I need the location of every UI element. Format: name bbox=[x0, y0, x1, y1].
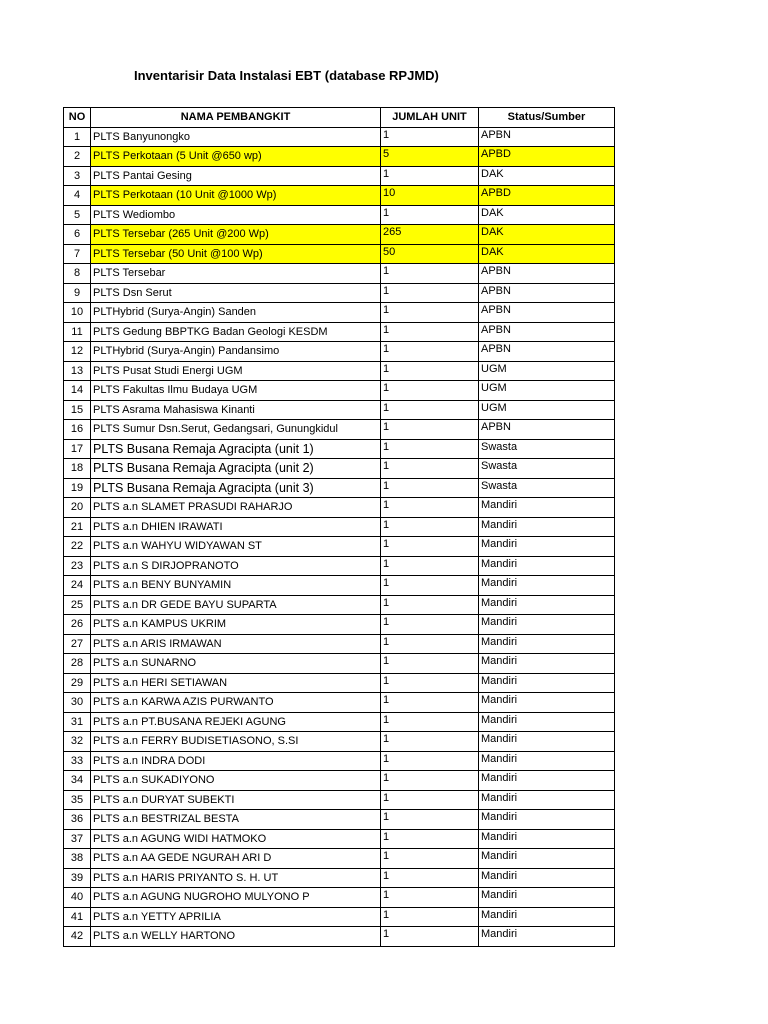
cell-status: Mandiri bbox=[479, 654, 615, 674]
cell-status: Mandiri bbox=[479, 888, 615, 908]
cell-name: PLTS Fakultas Ilmu Budaya UGM bbox=[91, 381, 381, 401]
cell-name: PLTS a.n WAHYU WIDYAWAN ST bbox=[91, 537, 381, 557]
table-row bbox=[64, 264, 615, 284]
cell-unit: 1 bbox=[381, 693, 479, 713]
cell-status: APBN bbox=[479, 420, 615, 440]
table-row bbox=[64, 225, 615, 245]
cell-status: DAK bbox=[479, 244, 615, 264]
table-header-row bbox=[64, 108, 615, 128]
cell-unit: 1 bbox=[381, 381, 479, 401]
cell-name: PLTS Sumur Dsn.Serut, Gedangsari, Gunungkidul bbox=[91, 420, 381, 440]
table-row bbox=[64, 420, 615, 440]
cell-status: Mandiri bbox=[479, 868, 615, 888]
cell-name: PLTS a.n WELLY HARTONO bbox=[91, 927, 381, 947]
cell-unit: 1 bbox=[381, 595, 479, 615]
cell-name: PLTHybrid (Surya-Angin) Sanden bbox=[91, 303, 381, 323]
cell-no: 12 bbox=[64, 342, 91, 362]
cell-status: Mandiri bbox=[479, 810, 615, 830]
cell-status: Mandiri bbox=[479, 829, 615, 849]
cell-no: 31 bbox=[64, 712, 91, 732]
cell-no: 34 bbox=[64, 771, 91, 791]
cell-status: DAK bbox=[479, 205, 615, 225]
cell-name: PLTS Gedung BBPTKG Badan Geologi KESDM bbox=[91, 322, 381, 342]
cell-no: 14 bbox=[64, 381, 91, 401]
column-header-status: Status/Sumber bbox=[479, 108, 615, 128]
cell-name: PLTS Busana Remaja Agracipta (unit 2) bbox=[91, 459, 381, 479]
cell-no: 37 bbox=[64, 829, 91, 849]
cell-no: 25 bbox=[64, 595, 91, 615]
cell-no: 17 bbox=[64, 439, 91, 459]
column-header-no: NO bbox=[64, 108, 91, 128]
table-row bbox=[64, 147, 615, 167]
cell-name: PLTS a.n INDRA DODI bbox=[91, 751, 381, 771]
cell-status: Mandiri bbox=[479, 615, 615, 635]
cell-no: 23 bbox=[64, 556, 91, 576]
cell-status: Mandiri bbox=[479, 576, 615, 596]
cell-no: 21 bbox=[64, 517, 91, 537]
cell-unit: 1 bbox=[381, 673, 479, 693]
cell-status: Mandiri bbox=[479, 927, 615, 947]
cell-status: Swasta bbox=[479, 439, 615, 459]
cell-unit: 1 bbox=[381, 771, 479, 791]
cell-no: 18 bbox=[64, 459, 91, 479]
cell-unit: 1 bbox=[381, 634, 479, 654]
cell-name: PLTS Wediombo bbox=[91, 205, 381, 225]
cell-status: Mandiri bbox=[479, 595, 615, 615]
cell-no: 24 bbox=[64, 576, 91, 596]
cell-unit: 1 bbox=[381, 907, 479, 927]
cell-no: 33 bbox=[64, 751, 91, 771]
cell-unit: 1 bbox=[381, 420, 479, 440]
table-row bbox=[64, 810, 615, 830]
column-header-unit: JUMLAH UNIT bbox=[381, 108, 479, 128]
cell-no: 42 bbox=[64, 927, 91, 947]
table-row bbox=[64, 322, 615, 342]
cell-name: PLTS a.n HERI SETIAWAN bbox=[91, 673, 381, 693]
table-row bbox=[64, 186, 615, 206]
cell-status: Mandiri bbox=[479, 673, 615, 693]
cell-status: APBN bbox=[479, 283, 615, 303]
cell-name: PLTS a.n S DIRJOPRANOTO bbox=[91, 556, 381, 576]
cell-status: Mandiri bbox=[479, 693, 615, 713]
table-row bbox=[64, 381, 615, 401]
table-row bbox=[64, 673, 615, 693]
cell-status: DAK bbox=[479, 166, 615, 186]
cell-no: 41 bbox=[64, 907, 91, 927]
cell-name: PLTS a.n SUNARNO bbox=[91, 654, 381, 674]
cell-status: Mandiri bbox=[479, 751, 615, 771]
cell-status: DAK bbox=[479, 225, 615, 245]
table-row bbox=[64, 634, 615, 654]
cell-no: 6 bbox=[64, 225, 91, 245]
cell-name: PLTS Busana Remaja Agracipta (unit 1) bbox=[91, 439, 381, 459]
cell-unit: 50 bbox=[381, 244, 479, 264]
cell-no: 16 bbox=[64, 420, 91, 440]
cell-unit: 10 bbox=[381, 186, 479, 206]
table-row bbox=[64, 556, 615, 576]
cell-status: Swasta bbox=[479, 459, 615, 479]
cell-unit: 1 bbox=[381, 459, 479, 479]
cell-status: Mandiri bbox=[479, 537, 615, 557]
cell-unit: 1 bbox=[381, 790, 479, 810]
table-row bbox=[64, 751, 615, 771]
cell-no: 26 bbox=[64, 615, 91, 635]
cell-unit: 1 bbox=[381, 556, 479, 576]
cell-status: APBD bbox=[479, 147, 615, 167]
table-row bbox=[64, 205, 615, 225]
cell-status: Mandiri bbox=[479, 556, 615, 576]
table-row bbox=[64, 849, 615, 869]
cell-name: PLTS a.n YETTY APRILIA bbox=[91, 907, 381, 927]
cell-name: PLTS a.n SUKADIYONO bbox=[91, 771, 381, 791]
cell-unit: 1 bbox=[381, 283, 479, 303]
cell-unit: 1 bbox=[381, 205, 479, 225]
table-row bbox=[64, 693, 615, 713]
cell-no: 10 bbox=[64, 303, 91, 323]
table-row bbox=[64, 615, 615, 635]
column-header-name: NAMA PEMBANGKIT bbox=[91, 108, 381, 128]
cell-name: PLTS Perkotaan (5 Unit @650 wp) bbox=[91, 147, 381, 167]
cell-no: 28 bbox=[64, 654, 91, 674]
cell-unit: 1 bbox=[381, 127, 479, 147]
cell-no: 11 bbox=[64, 322, 91, 342]
cell-unit: 1 bbox=[381, 303, 479, 323]
cell-no: 7 bbox=[64, 244, 91, 264]
table-row bbox=[64, 342, 615, 362]
cell-no: 19 bbox=[64, 478, 91, 498]
cell-status: APBD bbox=[479, 186, 615, 206]
cell-no: 13 bbox=[64, 361, 91, 381]
cell-unit: 5 bbox=[381, 147, 479, 167]
cell-name: PLTS a.n DHIEN IRAWATI bbox=[91, 517, 381, 537]
table-row bbox=[64, 576, 615, 596]
cell-name: PLTS a.n KARWA AZIS PURWANTO bbox=[91, 693, 381, 713]
table-row bbox=[64, 732, 615, 752]
cell-name: PLTS Perkotaan (10 Unit @1000 Wp) bbox=[91, 186, 381, 206]
cell-unit: 1 bbox=[381, 478, 479, 498]
cell-no: 3 bbox=[64, 166, 91, 186]
cell-name: PLTS Dsn Serut bbox=[91, 283, 381, 303]
cell-status: Mandiri bbox=[479, 732, 615, 752]
cell-status: Mandiri bbox=[479, 849, 615, 869]
table-row bbox=[64, 439, 615, 459]
cell-status: APBN bbox=[479, 127, 615, 147]
cell-name: PLTS a.n ARIS IRMAWAN bbox=[91, 634, 381, 654]
cell-name: PLTS a.n FERRY BUDISETIASONO, S.SI bbox=[91, 732, 381, 752]
cell-unit: 1 bbox=[381, 615, 479, 635]
cell-no: 32 bbox=[64, 732, 91, 752]
table-row bbox=[64, 829, 615, 849]
cell-name: PLTS a.n KAMPUS UKRIM bbox=[91, 615, 381, 635]
table-body bbox=[64, 127, 615, 946]
table-row bbox=[64, 595, 615, 615]
cell-name: PLTS a.n DURYAT SUBEKTI bbox=[91, 790, 381, 810]
table-row bbox=[64, 244, 615, 264]
cell-name: PLTS Tersebar bbox=[91, 264, 381, 284]
table-row bbox=[64, 771, 615, 791]
cell-no: 30 bbox=[64, 693, 91, 713]
cell-unit: 1 bbox=[381, 810, 479, 830]
cell-unit: 1 bbox=[381, 537, 479, 557]
cell-name: PLTS a.n AGUNG NUGROHO MULYONO P bbox=[91, 888, 381, 908]
cell-status: APBN bbox=[479, 264, 615, 284]
cell-no: 9 bbox=[64, 283, 91, 303]
table-row bbox=[64, 537, 615, 557]
table-row bbox=[64, 790, 615, 810]
cell-status: Mandiri bbox=[479, 712, 615, 732]
table-row bbox=[64, 478, 615, 498]
cell-no: 2 bbox=[64, 147, 91, 167]
cell-no: 1 bbox=[64, 127, 91, 147]
table-row bbox=[64, 166, 615, 186]
cell-status: APBN bbox=[479, 303, 615, 323]
cell-name: PLTHybrid (Surya-Angin) Pandansimo bbox=[91, 342, 381, 362]
cell-status: APBN bbox=[479, 322, 615, 342]
table-row bbox=[64, 888, 615, 908]
cell-unit: 1 bbox=[381, 400, 479, 420]
cell-unit: 1 bbox=[381, 166, 479, 186]
cell-unit: 1 bbox=[381, 576, 479, 596]
cell-no: 36 bbox=[64, 810, 91, 830]
document-title: Inventarisir Data Instalasi EBT (database RPJMD) bbox=[134, 68, 439, 83]
cell-unit: 1 bbox=[381, 361, 479, 381]
cell-name: PLTS Busana Remaja Agracipta (unit 3) bbox=[91, 478, 381, 498]
cell-name: PLTS a.n DR GEDE BAYU SUPARTA bbox=[91, 595, 381, 615]
cell-status: APBN bbox=[479, 342, 615, 362]
cell-no: 22 bbox=[64, 537, 91, 557]
cell-status: Mandiri bbox=[479, 907, 615, 927]
table-row bbox=[64, 927, 615, 947]
table-row bbox=[64, 459, 615, 479]
cell-no: 5 bbox=[64, 205, 91, 225]
cell-no: 29 bbox=[64, 673, 91, 693]
table-row bbox=[64, 498, 615, 518]
cell-no: 39 bbox=[64, 868, 91, 888]
cell-name: PLTS Banyunongko bbox=[91, 127, 381, 147]
cell-name: PLTS a.n AA GEDE NGURAH ARI D bbox=[91, 849, 381, 869]
cell-unit: 1 bbox=[381, 868, 479, 888]
cell-unit: 265 bbox=[381, 225, 479, 245]
cell-name: PLTS Pusat Studi Energi UGM bbox=[91, 361, 381, 381]
cell-name: PLTS Asrama Mahasiswa Kinanti bbox=[91, 400, 381, 420]
cell-name: PLTS a.n BENY BUNYAMIN bbox=[91, 576, 381, 596]
cell-name: PLTS a.n AGUNG WIDI HATMOKO bbox=[91, 829, 381, 849]
cell-no: 4 bbox=[64, 186, 91, 206]
cell-unit: 1 bbox=[381, 264, 479, 284]
cell-no: 40 bbox=[64, 888, 91, 908]
table-row bbox=[64, 907, 615, 927]
cell-unit: 1 bbox=[381, 732, 479, 752]
cell-no: 38 bbox=[64, 849, 91, 869]
cell-unit: 1 bbox=[381, 498, 479, 518]
table-row bbox=[64, 127, 615, 147]
cell-unit: 1 bbox=[381, 888, 479, 908]
cell-status: Mandiri bbox=[479, 498, 615, 518]
table-row bbox=[64, 361, 615, 381]
cell-name: PLTS Tersebar (265 Unit @200 Wp) bbox=[91, 225, 381, 245]
cell-status: UGM bbox=[479, 361, 615, 381]
cell-status: Swasta bbox=[479, 478, 615, 498]
cell-unit: 1 bbox=[381, 517, 479, 537]
cell-no: 8 bbox=[64, 264, 91, 284]
table-row bbox=[64, 283, 615, 303]
cell-no: 20 bbox=[64, 498, 91, 518]
cell-unit: 1 bbox=[381, 654, 479, 674]
cell-name: PLTS a.n SLAMET PRASUDI RAHARJO bbox=[91, 498, 381, 518]
cell-status: UGM bbox=[479, 381, 615, 401]
cell-name: PLTS a.n HARIS PRIYANTO S. H. UT bbox=[91, 868, 381, 888]
table-row bbox=[64, 400, 615, 420]
cell-name: PLTS Tersebar (50 Unit @100 Wp) bbox=[91, 244, 381, 264]
cell-unit: 1 bbox=[381, 829, 479, 849]
ebt-installation-table bbox=[63, 107, 615, 947]
cell-unit: 1 bbox=[381, 712, 479, 732]
table-row bbox=[64, 654, 615, 674]
table-row bbox=[64, 712, 615, 732]
cell-no: 35 bbox=[64, 790, 91, 810]
cell-unit: 1 bbox=[381, 849, 479, 869]
cell-unit: 1 bbox=[381, 322, 479, 342]
cell-unit: 1 bbox=[381, 751, 479, 771]
cell-status: UGM bbox=[479, 400, 615, 420]
table-row bbox=[64, 517, 615, 537]
cell-no: 27 bbox=[64, 634, 91, 654]
cell-unit: 1 bbox=[381, 927, 479, 947]
cell-status: Mandiri bbox=[479, 517, 615, 537]
cell-name: PLTS a.n PT.BUSANA REJEKI AGUNG bbox=[91, 712, 381, 732]
cell-unit: 1 bbox=[381, 439, 479, 459]
table-row bbox=[64, 303, 615, 323]
cell-no: 15 bbox=[64, 400, 91, 420]
table-row bbox=[64, 868, 615, 888]
cell-name: PLTS a.n BESTRIZAL BESTA bbox=[91, 810, 381, 830]
cell-unit: 1 bbox=[381, 342, 479, 362]
cell-name: PLTS Pantai Gesing bbox=[91, 166, 381, 186]
cell-status: Mandiri bbox=[479, 771, 615, 791]
cell-status: Mandiri bbox=[479, 790, 615, 810]
cell-status: Mandiri bbox=[479, 634, 615, 654]
